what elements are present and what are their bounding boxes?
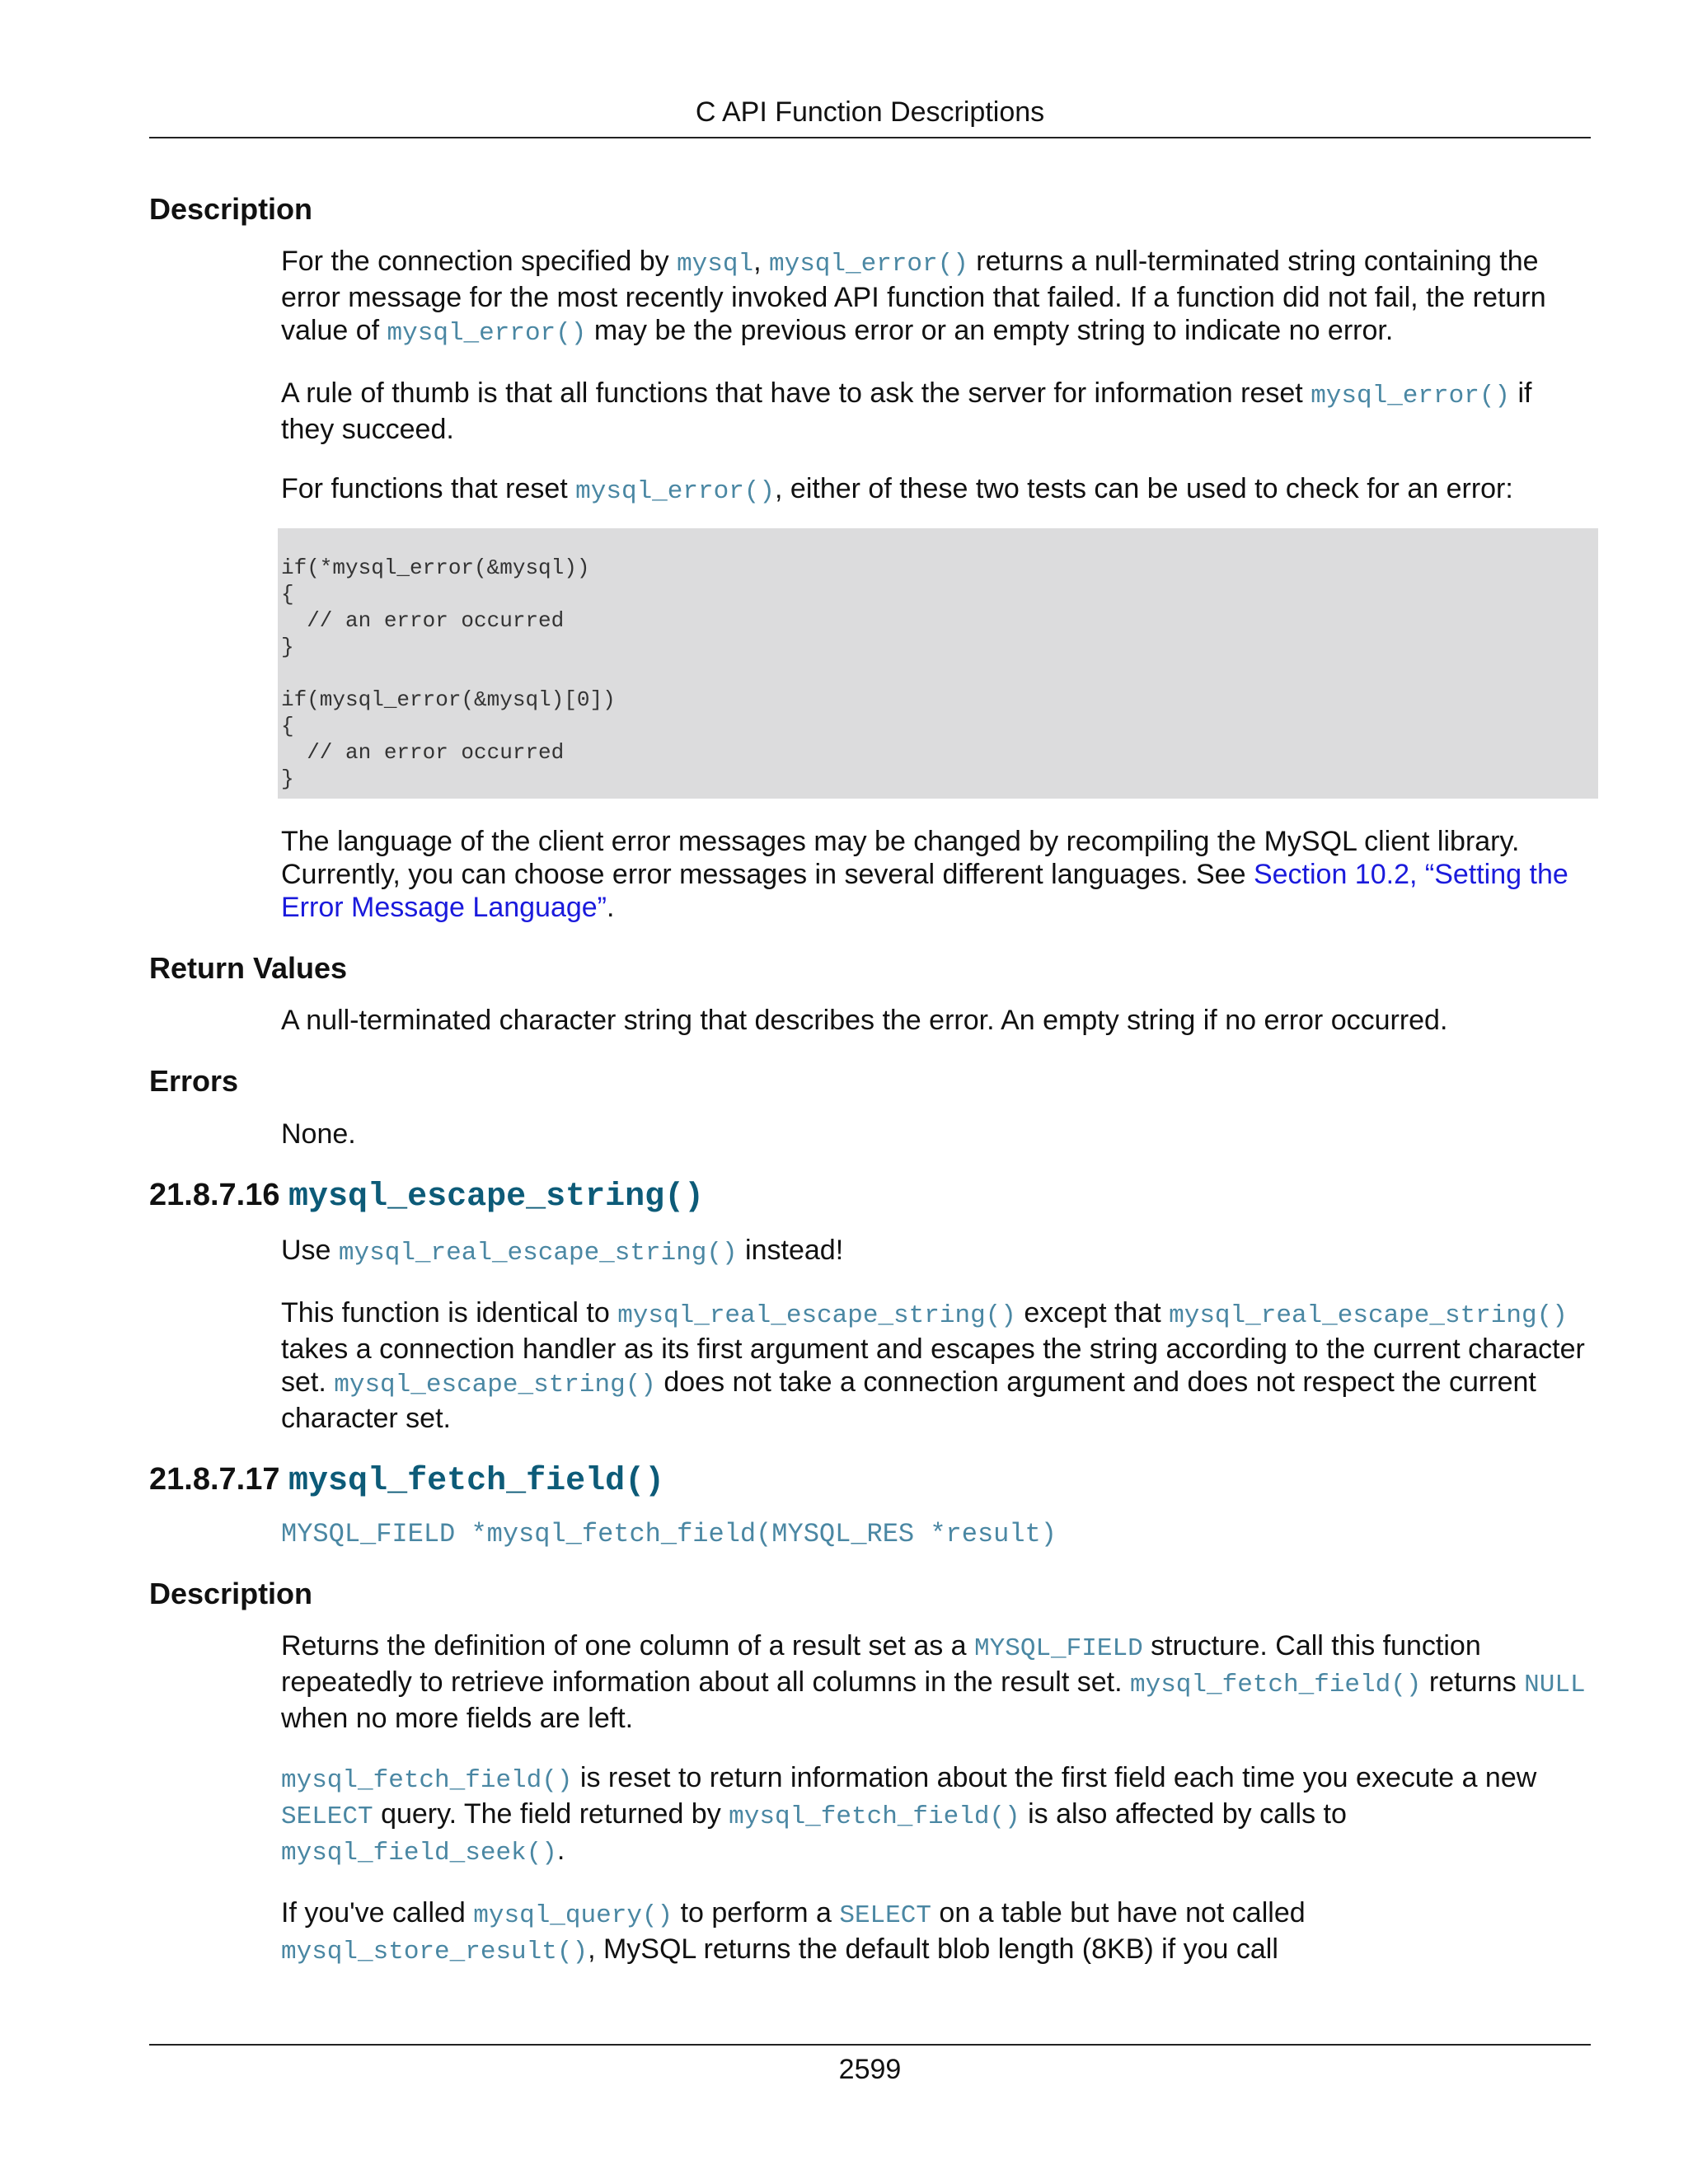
code-ref[interactable]: mysql_error() bbox=[575, 477, 776, 507]
code-ref[interactable]: mysql_real_escape_string() bbox=[338, 1238, 738, 1268]
code-ref[interactable]: mysql bbox=[677, 250, 754, 279]
function-name: mysql_fetch_field() bbox=[288, 1462, 665, 1500]
description-heading: Description bbox=[149, 192, 313, 226]
paragraph: A rule of thumb is that all functions that have to ask the server for information reset mysql_error() if they succeed. bbox=[281, 377, 1532, 446]
function-title-escape-string: 21.8.7.16 mysql_escape_string() bbox=[149, 1177, 705, 1216]
paragraph: A null-terminated character string that describes the error. An empty string if no error occurred. bbox=[281, 1005, 1448, 1037]
paragraph: For the connection specified by mysql, mysql_error() returns a null-terminated string containing the error message for the most recently invoked API function that failed. If a function did not fail, the return value of mysql_error() may be the previous error or an empty string to indicate no error. bbox=[281, 246, 1546, 349]
code-ref[interactable]: mysql_field_seek() bbox=[281, 1838, 557, 1868]
footer-rule bbox=[149, 2044, 1591, 2046]
code-ref[interactable]: mysql_escape_string() bbox=[334, 1370, 656, 1399]
code-block: if(*mysql_error(&mysql)) { // an error occurred } if(mysql_error(&mysql)[0]) { // an error occurred } bbox=[278, 528, 1598, 799]
code-ref[interactable]: mysql_real_escape_string() bbox=[1169, 1301, 1568, 1330]
code-ref[interactable]: NULL bbox=[1524, 1670, 1586, 1699]
paragraph: None. bbox=[281, 1118, 356, 1150]
page-header-title: C API Function Descriptions bbox=[695, 96, 1045, 128]
code-ref[interactable]: mysql_fetch_field() bbox=[1129, 1670, 1422, 1699]
errors-heading: Errors bbox=[149, 1064, 239, 1099]
paragraph: Use mysql_real_escape_string() instead! bbox=[281, 1234, 844, 1268]
code-ref[interactable]: SELECT bbox=[281, 1802, 373, 1831]
code-ref[interactable]: mysql_fetch_field() bbox=[281, 1765, 573, 1795]
description-heading: Description bbox=[149, 1576, 313, 1610]
function-signature: MYSQL_FIELD *mysql_fetch_field(MYSQL_RES *result) bbox=[281, 1518, 1057, 1549]
paragraph: This function is identical to mysql_real_escape_string() except that mysql_real_escape_string() takes a connection handler as its first argument and escapes the string according to the current character set. mysql_escape_string() does not take a connection argument and does not respect the current character set. bbox=[281, 1296, 1585, 1434]
code-ref[interactable]: mysql_store_result() bbox=[281, 1937, 588, 1966]
code-ref[interactable]: mysql_error() bbox=[768, 250, 968, 279]
code-ref[interactable]: MYSQL_FIELD bbox=[974, 1633, 1143, 1663]
paragraph: mysql_fetch_field() is reset to return information about the first field each time you execute a new SELECT query. The field returned by mysql_fetch_field() is also affected by calls to mysql_field_seek(). bbox=[281, 1761, 1537, 1868]
code-ref[interactable]: mysql_query() bbox=[473, 1900, 673, 1930]
code-ref[interactable]: mysql_fetch_field() bbox=[729, 1802, 1020, 1831]
paragraph: If you've called mysql_query() to perform a SELECT on a table but have not called mysql_store_result(), MySQL returns the default blob length (8KB) if you call bbox=[281, 1896, 1306, 1966]
section-link[interactable]: Section 10.2, “Setting the Error Message Language” bbox=[281, 859, 1568, 924]
function-title-fetch-field: 21.8.7.17 mysql_fetch_field() bbox=[149, 1461, 665, 1500]
code-ref[interactable]: mysql_error() bbox=[387, 319, 587, 349]
function-name: mysql_escape_string() bbox=[288, 1178, 705, 1216]
paragraph: Returns the definition of one column of a result set as a MYSQL_FIELD structure. Call this function repeatedly to retrieve information about all columns in the result set. mysql_fetch_field() returns NULL when no more fields are left. bbox=[281, 1629, 1586, 1734]
paragraph: For functions that reset mysql_error(), either of these two tests can be used to check for an error: bbox=[281, 473, 1513, 507]
code-ref[interactable]: SELECT bbox=[839, 1900, 931, 1930]
page-content bbox=[149, 191, 1591, 1995]
code-ref[interactable]: mysql_error() bbox=[1311, 382, 1511, 411]
return-values-heading: Return Values bbox=[149, 951, 348, 986]
description-body bbox=[281, 245, 1591, 924]
page-number: 2599 bbox=[838, 2054, 902, 2085]
paragraph: The language of the client error messages may be changed by recompiling the MySQL client library. Currently, you can choose error messages in several different languages. See Section 10.2, “Setting the Error Message Language”. bbox=[281, 826, 1568, 924]
header-rule bbox=[149, 137, 1591, 138]
code-ref[interactable]: mysql_real_escape_string() bbox=[617, 1301, 1016, 1330]
